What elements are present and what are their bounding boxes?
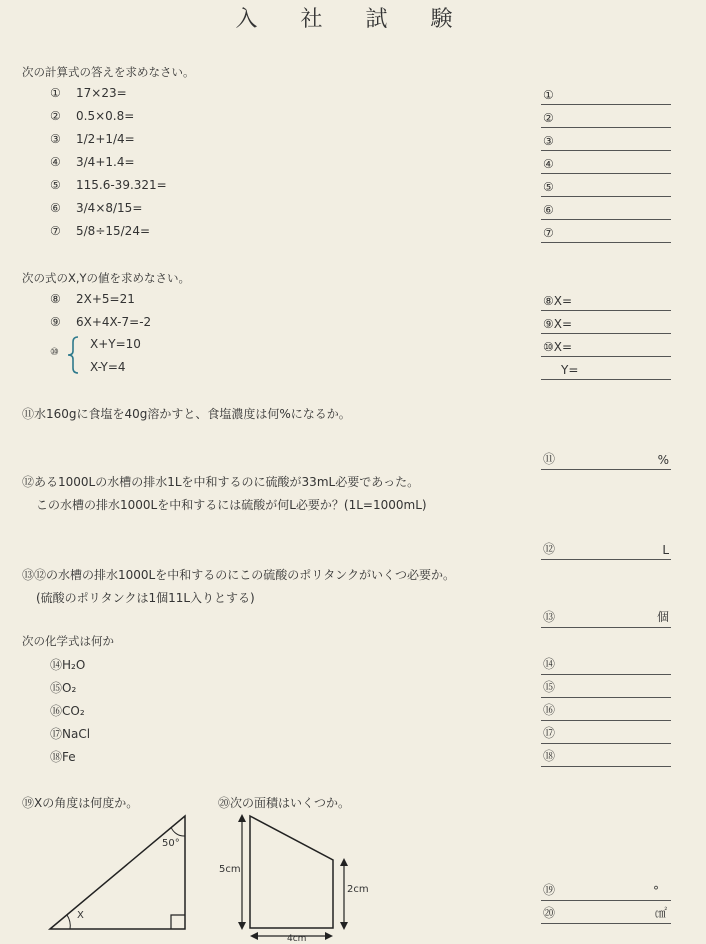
answer-unit: %	[657, 453, 669, 467]
calc-item-num: ③	[50, 132, 61, 146]
answer-label: ⑩X=	[543, 340, 573, 354]
answer-label: ⑫	[543, 542, 556, 556]
question-19: ⑲Xの角度は何度か。	[22, 796, 139, 810]
triangle-x-label: X	[77, 910, 84, 921]
calc-item-num: ⑥	[50, 201, 61, 215]
answer-label: ⑨X=	[543, 317, 573, 331]
question-13-line1: ⑬⑫の水槽の排水1000Lを中和するのにこの硫酸のポリタンクがいくつ必要か。	[22, 568, 455, 582]
calc-item-expr: 0.5×0.8=	[76, 109, 135, 123]
answer-field-1[interactable]	[541, 84, 671, 105]
calc-item-expr: 1/2+1/4=	[76, 132, 135, 146]
answer-label: ⑭	[543, 657, 556, 671]
section-chem-heading: 次の化学式は何か	[22, 634, 114, 648]
answer-label: ⑳	[543, 906, 556, 920]
answer-unit: L	[662, 543, 669, 557]
triangle-angle-label: 50°	[162, 838, 180, 849]
answer-unit: 個	[656, 610, 669, 624]
answer-label: ②	[543, 111, 554, 125]
answer-field-4[interactable]	[541, 153, 671, 174]
calc-item-expr: 3/4×8/15=	[76, 201, 143, 215]
trapezoid-left-label: 5cm	[219, 864, 241, 875]
xy-item-expr: 6X+4X-7=-2	[76, 315, 152, 329]
answer-field-16[interactable]	[541, 700, 671, 721]
calc-item-expr: 3/4+1.4=	[76, 155, 135, 169]
answer-unit: ㎠	[654, 906, 667, 920]
answer-field-2[interactable]	[541, 107, 671, 128]
calc-item-num: ②	[50, 109, 61, 123]
chem-item: ⑰NaCl	[50, 727, 91, 741]
answer-label: ⑰	[543, 726, 556, 740]
question-20: ⑳次の面積はいくつか。	[218, 796, 351, 810]
answer-label: ⑮	[543, 680, 556, 694]
answer-field-17[interactable]	[541, 723, 671, 744]
answer-label: ⑬	[543, 610, 556, 624]
answer-field-12[interactable]	[541, 539, 671, 560]
xy-item-num: ⑧	[50, 292, 61, 306]
answer-label: ①	[543, 88, 554, 102]
calc-item-num: ⑦	[50, 224, 61, 238]
question-13-line2: (硫酸のポリタンクは1個11L入りとする)	[36, 591, 255, 605]
question-11: ⑪水160gに食塩を40g溶かすと、食塩濃度は何%になるか。	[22, 407, 351, 421]
answer-field-19[interactable]	[541, 880, 671, 901]
answer-field-10x[interactable]	[541, 336, 671, 357]
section-calc-heading: 次の計算式の答えを求めなさい。	[22, 65, 195, 79]
calc-item-num: ⑤	[50, 178, 61, 192]
calc-item-num: ①	[50, 86, 61, 100]
answer-field-5[interactable]	[541, 176, 671, 197]
answer-label: ⑤	[543, 180, 554, 194]
system-eq2: X-Y=4	[90, 360, 126, 374]
answer-field-14[interactable]	[541, 654, 671, 675]
trapezoid-right-label: 2cm	[347, 884, 369, 895]
answer-field-13[interactable]	[541, 607, 671, 628]
answer-label: ⑦	[543, 226, 554, 240]
chem-item: ⑭H₂O	[50, 658, 86, 672]
answer-field-8[interactable]	[541, 290, 671, 311]
system-num: ⑩	[50, 347, 59, 358]
answer-unit: °	[653, 884, 659, 898]
question-12-line1: ⑫ある1000Lの水槽の排水1Lを中和するのに硫酸が33mL必要であった。	[22, 475, 420, 489]
answer-label: ③	[543, 134, 554, 148]
answer-label: Y=	[561, 363, 579, 377]
brace-icon	[67, 336, 79, 374]
answer-field-7[interactable]	[541, 222, 671, 243]
answer-label: ⑪	[543, 452, 556, 466]
answer-field-20[interactable]	[541, 903, 671, 924]
trapezoid-figure	[228, 810, 368, 942]
answer-label: ⑲	[543, 883, 556, 897]
answer-label: ⑥	[543, 203, 554, 217]
answer-field-3[interactable]	[541, 130, 671, 151]
answer-field-15[interactable]	[541, 677, 671, 698]
answer-field-10y[interactable]	[541, 359, 671, 380]
answer-label: ⑯	[543, 703, 556, 717]
answer-field-18[interactable]	[541, 746, 671, 767]
answer-field-11[interactable]	[541, 449, 671, 470]
answer-label: ⑱	[543, 749, 556, 763]
chem-item: ⑯CO₂	[50, 704, 85, 718]
calc-item-expr: 17×23=	[76, 86, 127, 100]
xy-item-num: ⑨	[50, 315, 61, 329]
answer-label: ⑧X=	[543, 294, 573, 308]
calc-item-expr: 115.6-39.321=	[76, 178, 167, 192]
trapezoid-bottom-label: 4cm	[287, 934, 307, 944]
triangle-figure	[40, 812, 200, 934]
xy-item-expr: 2X+5=21	[76, 292, 135, 306]
calc-item-num: ④	[50, 155, 61, 169]
section-xy-heading: 次の式のX,Yの値を求めなさい。	[22, 271, 191, 285]
answer-field-6[interactable]	[541, 199, 671, 220]
calc-item-expr: 5/8÷15/24=	[76, 224, 151, 238]
page-title: 入 社 試 験	[235, 7, 471, 32]
chem-item: ⑮O₂	[50, 681, 77, 695]
answer-label: ④	[543, 157, 554, 171]
chem-item: ⑱Fe	[50, 750, 76, 764]
answer-field-9[interactable]	[541, 313, 671, 334]
system-eq1: X+Y=10	[90, 337, 141, 351]
question-12-line2: この水槽の排水1000Lを中和するには硫酸が何L必要か？(1L=1000mL)	[36, 498, 427, 512]
